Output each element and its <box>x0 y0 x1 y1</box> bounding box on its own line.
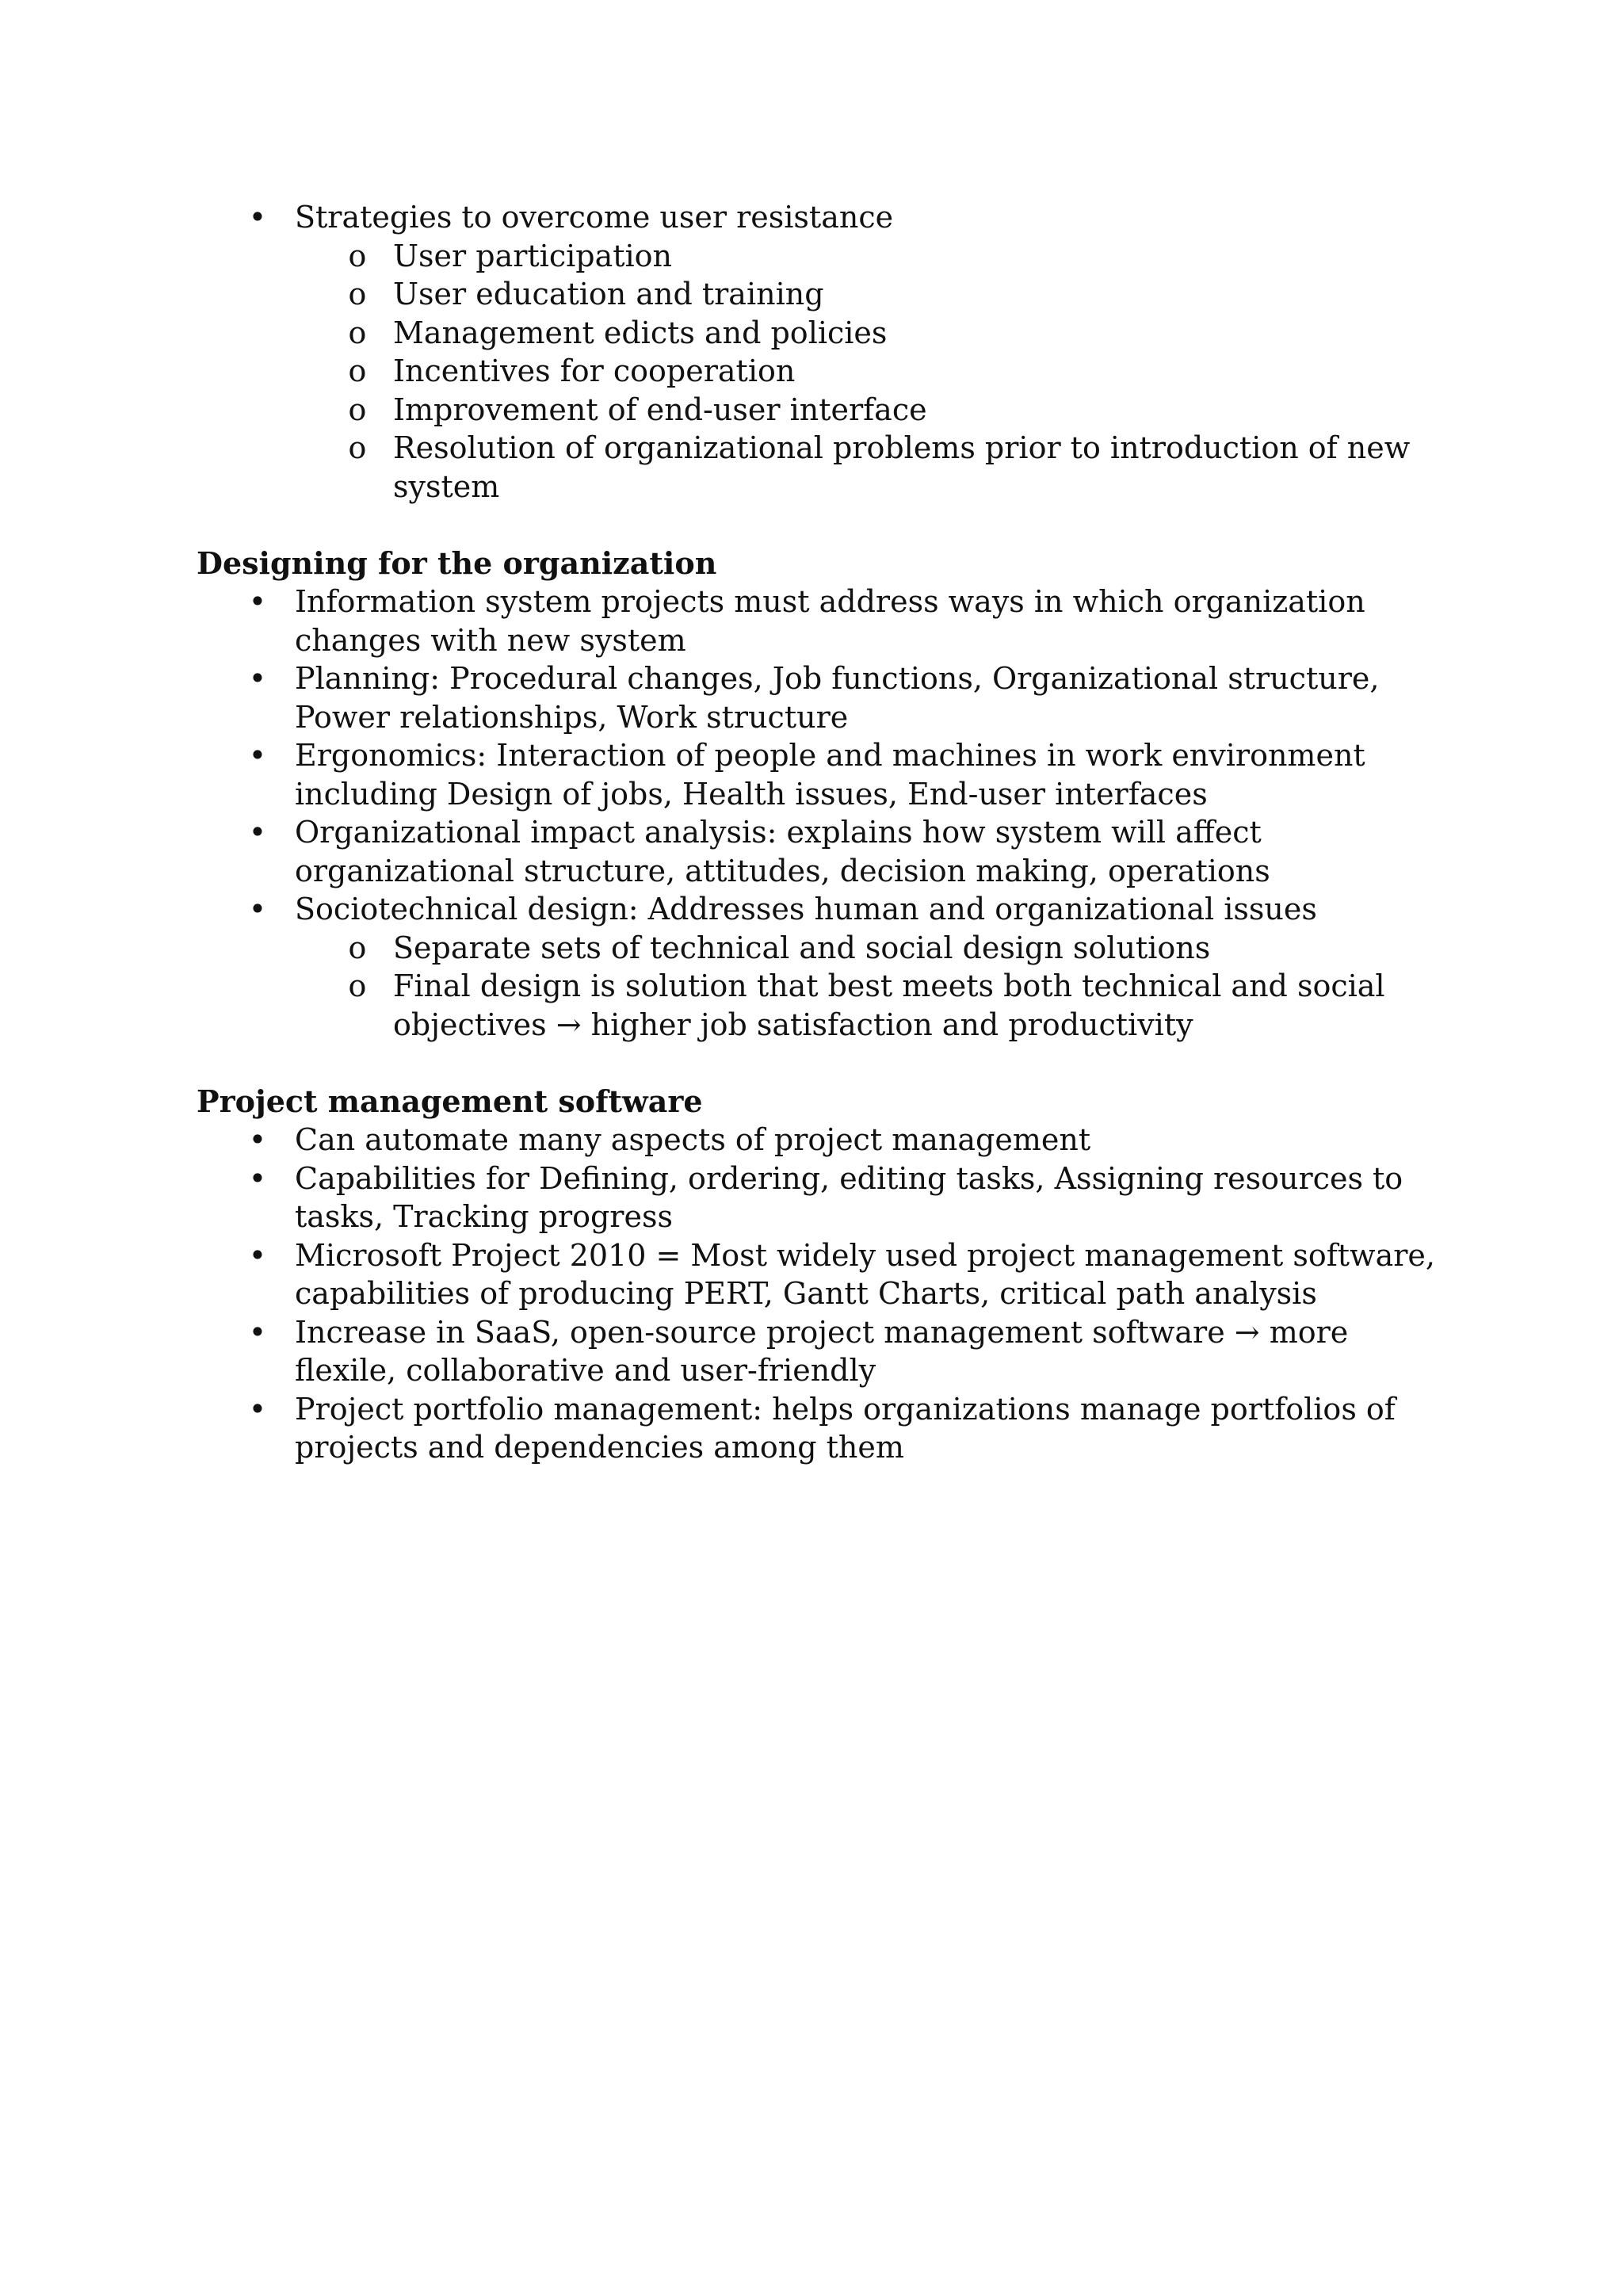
sub-bullet-marker: o <box>348 930 367 965</box>
bullet-marker: • <box>248 738 267 773</box>
sub-bullet-marker: o <box>348 277 367 311</box>
bullet-marker: • <box>248 1122 267 1157</box>
sub-list-item-text: Separate sets of technical and social design solutions <box>393 930 1211 965</box>
list-item <box>197 583 1449 659</box>
list-item-text: Capabilities for Defining, ordering, editing tasks, Assigning resources to tasks, Tracking progress <box>295 1160 1403 1234</box>
sub-list-item-text: Resolution of organizational problems prior to introduction of new system <box>393 430 1411 504</box>
sub-list-item-text: Incentives for cooperation <box>393 353 796 388</box>
list-item <box>197 1236 1449 1313</box>
sub-list-item <box>295 429 1449 506</box>
sub-list-item <box>295 352 1449 391</box>
list-item-text: Project portfolio management: helps organizations manage portfolios of projects and dependencies among them <box>295 1391 1396 1465</box>
sub-list-item-text: Improvement of end-user interface <box>393 392 927 427</box>
list-item <box>197 1121 1449 1159</box>
list-item-text: Planning: Procedural changes, Job functions, Organizational structure, Power relationships, Work structure <box>295 661 1380 735</box>
sub-list-item-text: User education and training <box>393 277 824 311</box>
bullet-list <box>197 1121 1449 1467</box>
list-item-text: Ergonomics: Interaction of people and machines in work environment including Design of jobs, Health issues, End-user interfaces <box>295 738 1365 812</box>
bullet-list <box>197 198 1449 506</box>
list-item <box>197 1390 1449 1467</box>
sub-bullet-marker: o <box>348 430 367 465</box>
bullet-marker: • <box>248 1314 267 1350</box>
bullet-marker: • <box>248 892 267 926</box>
list-item <box>197 1159 1449 1236</box>
list-item-text: Information system projects must address ways in which organization changes with new system <box>295 584 1365 658</box>
list-item-text: Microsoft Project 2010 = Most widely used project management software, capabilities of producing PERT, Gantt Charts, critical path analysis <box>295 1237 1435 1311</box>
bullet-marker: • <box>248 1160 267 1196</box>
section-spacer <box>197 1044 1449 1083</box>
section-heading-pm-software: Project management software <box>197 1083 703 1119</box>
sub-list-item <box>295 237 1449 276</box>
sub-list-item <box>295 314 1449 353</box>
sub-list-item-text: User participation <box>393 238 673 273</box>
list-item <box>197 1313 1449 1390</box>
bullet-marker: • <box>248 1237 267 1273</box>
list-item <box>197 736 1449 813</box>
sub-list <box>295 237 1449 506</box>
sub-list-item-text: Management edicts and policies <box>393 315 888 350</box>
sub-bullet-marker: o <box>348 353 367 388</box>
sub-list-item <box>295 929 1449 968</box>
sub-list-item-text: Final design is solution that best meets both technical and social objectives → higher job satisfaction and productivity <box>393 968 1385 1042</box>
sub-bullet-marker: o <box>348 968 367 1003</box>
bullet-list <box>197 583 1449 1044</box>
sub-bullet-marker: o <box>348 392 367 427</box>
bullet-marker: • <box>248 200 267 235</box>
sub-bullet-marker: o <box>348 315 367 350</box>
bullet-marker: • <box>248 815 267 850</box>
bullet-marker: • <box>248 584 267 619</box>
list-item-text: Can automate many aspects of project management <box>295 1122 1091 1157</box>
bullet-marker: • <box>248 1391 267 1427</box>
sub-list-item <box>295 967 1449 1044</box>
sub-list-item <box>295 275 1449 314</box>
list-item <box>197 198 1449 506</box>
section-heading-designing: Designing for the organization <box>197 544 717 581</box>
section-spacer <box>197 506 1449 544</box>
list-item <box>197 890 1449 1044</box>
sub-list <box>295 929 1449 1045</box>
list-item <box>197 813 1449 890</box>
bullet-marker: • <box>248 661 267 696</box>
list-item-text: Strategies to overcome user resistance <box>295 200 894 235</box>
list-item-text: Sociotechnical design: Addresses human and organizational issues <box>295 892 1317 926</box>
sub-list-item <box>295 391 1449 430</box>
sub-bullet-marker: o <box>348 238 367 273</box>
document-content <box>197 198 1449 1467</box>
list-item <box>197 659 1449 736</box>
list-item-text: Organizational impact analysis: explains how system will affect organizational structure, attitudes, decision making, operations <box>295 815 1270 888</box>
list-item-text: Increase in SaaS, open-source project management software → more flexile, collaborative and user-friendly <box>295 1314 1349 1388</box>
